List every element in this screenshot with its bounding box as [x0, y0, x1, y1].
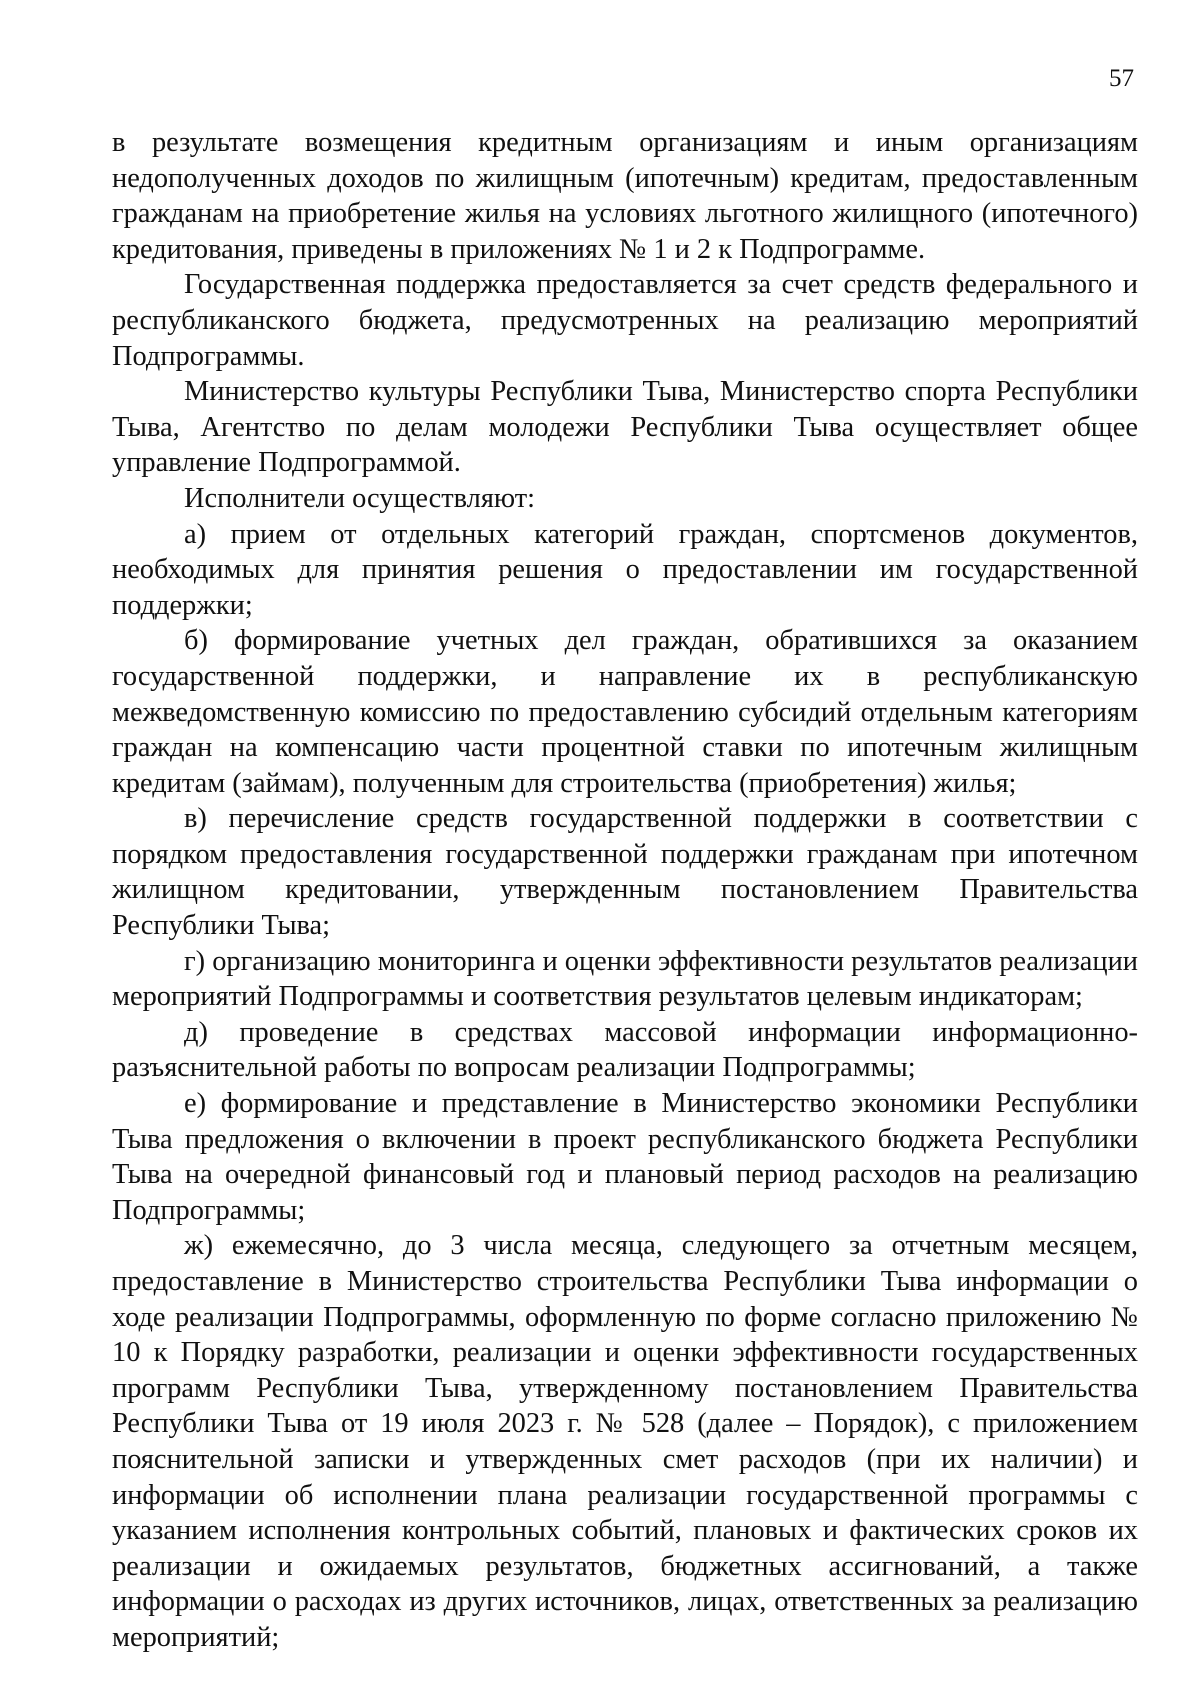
list-item-e: е) формирование и представление в Министерство экономики Республики Тыва предложения о включении в проект республиканского бюджета Республики Тыва на очередной финансовый год и плановый период расходов на реализацию Подпрограммы;	[112, 1088, 1138, 1226]
paragraph-executors-intro: Исполнители осуществляют:	[184, 482, 536, 514]
page-number: 57	[1109, 65, 1134, 92]
paragraph-continuation: в результате возмещения кредитным организациям и иным организациям недополученных доходов по жилищным (ипотечным) кредитам, предоставленным гражданам на приобретение жилья на условиях льготного жилищного (ипотечного) кредитования, приведены в приложениях № 1 и 2 к Подпрограмме.	[112, 127, 1138, 265]
document-body	[112, 125, 1138, 1656]
list-item-zh: ж) ежемесячно, до 3 числа месяца, следующего за отчетным месяцем, предоставление в Министерство строительства Республики Тыва информации о ходе реализации Подпрограммы, оформленную по форме согласно приложению № 10 к Порядку разработки, реализации и оценки эффективности государственных программ Республики Тыва, утвержденному постановлением Правительства Республики Тыва от 19 июля 2023 г. № 528 (далее – Порядок), с приложением пояснительной записки и утвержденных смет расходов (при их наличии) и информации об исполнении плана реализации государственной программы с указанием исполнения контрольных событий, плановых и фактических сроков их реализации и ожидаемых результатов, бюджетных ассигнований, а также информации о расходах из других источников, лицах, ответственных за реализацию мероприятий;	[112, 1230, 1138, 1653]
list-item-b: б) формирование учетных дел граждан, обратившихся за оказанием государственной поддержки, и направление их в республиканскую межведомственную комиссию по предоставлению субсидий отдельным категориям граждан на компенсацию части процентной ставки по ипотечным жилищным кредитам (займам), полученным для строительства (приобретения) жилья;	[112, 625, 1138, 799]
list-item-a: а) прием от отдельных категорий граждан, спортсменов документов, необходимых для принятия решения о предоставлении им государственной поддержки;	[112, 518, 1138, 621]
paragraph-ministries-management: Министерство культуры Республики Тыва, Министерство спорта Республики Тыва, Агентство по делам молодежи Республики Тыва осуществляет общее управление Подпрограммой.	[112, 376, 1138, 479]
list-item-g: г) организацию мониторинга и оценки эффективности результатов реализации мероприятий Подпрограммы и соответствия результатов целевым индикаторам;	[112, 945, 1138, 1013]
list-item-d: д) проведение в средствах массовой информации информационно-разъяснительной работы по вопросам реализации Подпрограммы;	[112, 1016, 1138, 1084]
list-item-v: в) перечисление средств государственной поддержки в соответствии с порядком предоставления государственной поддержки гражданам при ипотечном жилищном кредитовании, утвержденным постановлением Правительства Республики Тыва;	[112, 803, 1138, 942]
paragraph-state-support: Государственная поддержка предоставляется за счет средств федерального и республиканского бюджета, предусмотренных на реализацию мероприятий Подпрограммы.	[112, 269, 1138, 372]
